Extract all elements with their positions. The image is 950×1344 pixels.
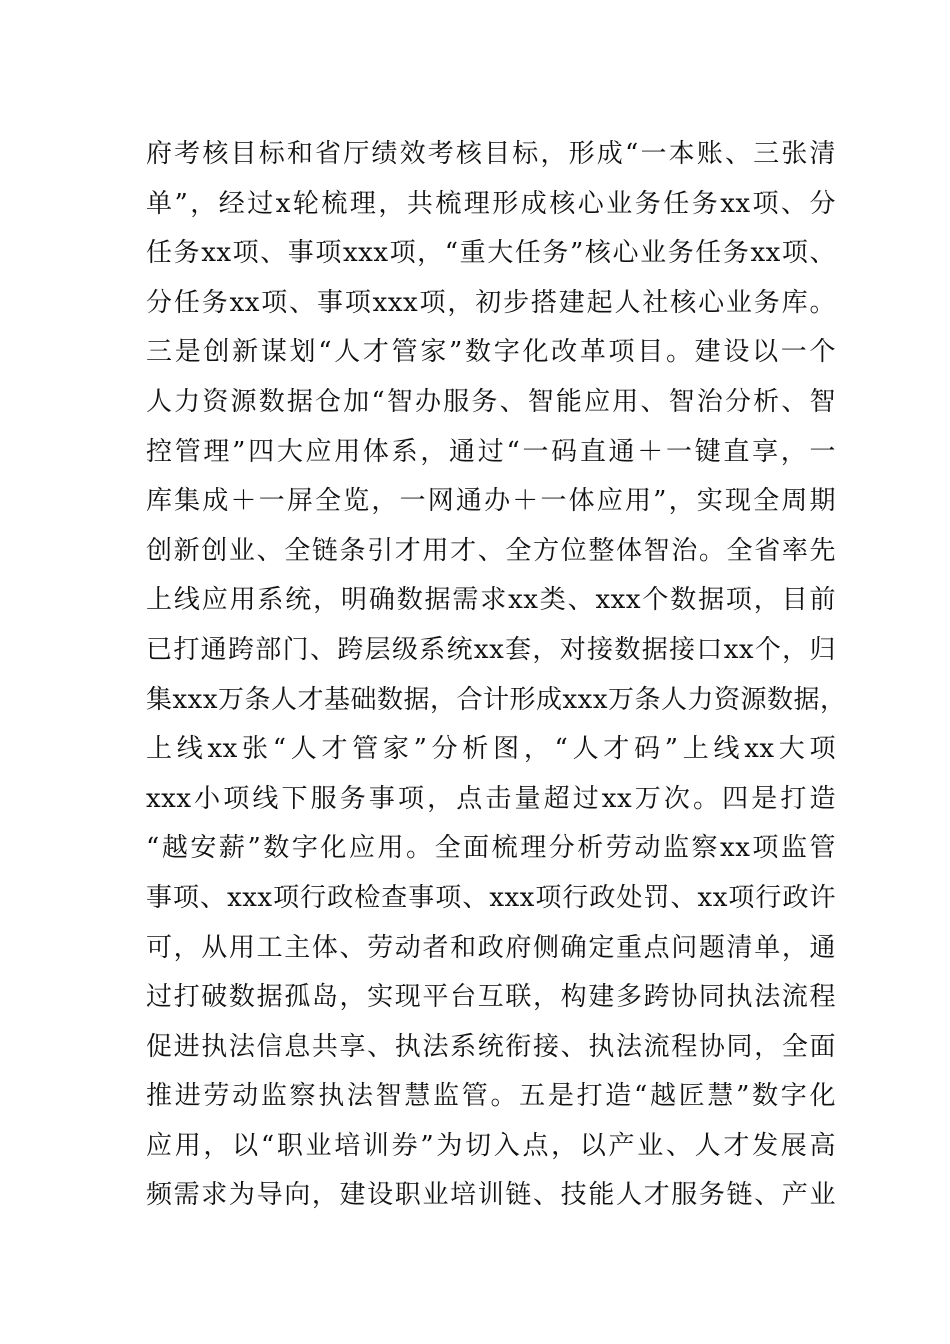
- text-line: 三是创新谋划“人才管家”数字化改革项目。建设以一个: [146, 337, 836, 368]
- text-line: 过打破数据孤岛，实现平台互联，构建多跨协同执法流程: [146, 982, 836, 1013]
- text-line: 控管理”四大应用体系，通过“一码直通＋一键直享，一: [146, 436, 836, 467]
- text-line: 府考核目标和省厅绩效考核目标，形成“一本账、三张清: [146, 139, 836, 169]
- text-line: 分任务xx项、事项xxx项，初步搭建起人社核心业务库。: [146, 287, 836, 318]
- text-line: 集xxx万条人才基础数据，合计形成xxx万条人力资源数据，: [146, 684, 847, 715]
- text-line: 事项、xxx项行政检查事项、xxx项行政处罚、xx项行政许: [146, 882, 836, 913]
- text-line: 库集成＋一屏全览，一网通办＋一体应用”，实现全周期: [146, 486, 836, 517]
- text-line: 上线xx张“人才管家”分析图，“人才码”上线xx大项: [146, 734, 836, 765]
- text-line: 频需求为导向，建设职业培训链、技能人才服务链、产业: [146, 1180, 836, 1211]
- text-line: 可，从用工主体、劳动者和政府侧确定重点问题清单，通: [146, 932, 836, 963]
- text-line: 推进劳动监察执法智慧监管。五是打造“越匠慧”数字化: [146, 1081, 836, 1112]
- text-line: 应用，以“职业培训券”为切入点，以产业、人才发展高: [146, 1130, 836, 1161]
- text-line: 单”，经过x轮梳理，共梳理形成核心业务任务xx项、分: [146, 188, 836, 219]
- text-line: 已打通跨部门、跨层级系统xx套，对接数据接口xx个，归: [146, 634, 836, 665]
- text-line: “越安薪”数字化应用。全面梳理分析劳动监察xx项监管: [146, 833, 836, 864]
- text-line: 促进执法信息共享、执法系统衔接、执法流程协同，全面: [146, 1031, 836, 1062]
- text-line: 上线应用系统，明确数据需求xx类、xxx个数据项，目前: [146, 585, 836, 616]
- text-line: 任务xx项、事项xxx项，“重大任务”核心业务任务xx项、: [146, 238, 836, 269]
- text-line: 人力资源数据仓加“智办服务、智能应用、智治分析、智: [146, 386, 836, 417]
- text-line: 创新创业、全链条引才用才、全方位整体智治。全省率先: [146, 535, 836, 566]
- body-text: [146, 130, 847, 1221]
- text-line: xxx小项线下服务事项，点击量超过xx万次。四是打造: [146, 783, 836, 814]
